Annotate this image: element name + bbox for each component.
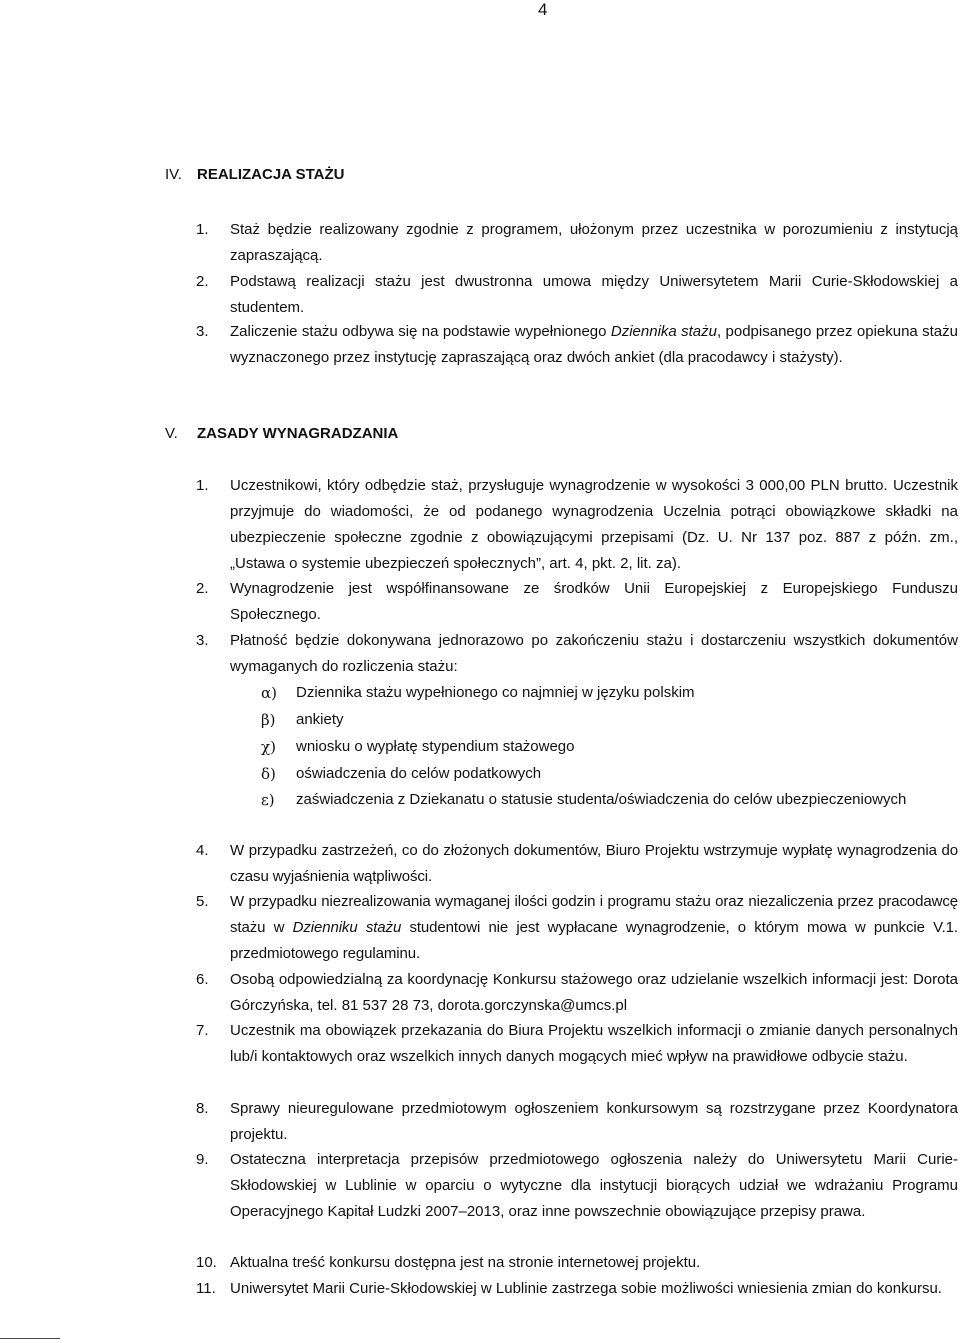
item-number: 7.: [196, 1022, 209, 1039]
item-number: 11.: [196, 1280, 216, 1297]
item-number: 4.: [196, 842, 209, 859]
item-number: 3.: [196, 323, 209, 340]
list-item: [196, 1250, 958, 1276]
section-title: ZASADY WYNAGRADZANIA: [197, 425, 399, 442]
item-number: 2.: [196, 273, 209, 290]
item-text-part: , podpisanego przez opiekuna stażu wyznaczonego przez instytucję zapraszającą oraz dwóch ankiet (dla pracodawcy i stażysty).: [230, 323, 958, 366]
footnote-separator: [0, 1338, 60, 1339]
section-title: REALIZACJA STAŻU: [197, 166, 345, 183]
document-text: wniosku o wypłatę stypendium stażowego: [296, 738, 575, 755]
item-text: Uczestnik ma obowiązek przekazania do Biura Projektu wszelkich informacji o zmianie danych personalnych lub/i kontaktowych oraz wszelkich innych danych mogących mieć wpływ na prawidłowe odbycie stażu.: [230, 1022, 958, 1065]
section-numeral: IV.: [165, 166, 182, 183]
list-item: [196, 628, 958, 680]
document-item: [261, 734, 958, 760]
item-text: Aktualna treść konkursu dostępna jest na stronie internetowej projektu.: [230, 1254, 701, 1271]
list-item: [196, 1276, 958, 1302]
page-number: 4: [538, 0, 548, 19]
item-text: Płatność będzie dokonywana jednorazowo po zakończeniu stażu i dostarczeniu wszystkich dokumentów wymaganych do rozliczenia stażu:: [230, 632, 958, 675]
item-text: Uniwersytet Marii Curie-Skłodowskiej w Lublinie zastrzega sobie możliwości wniesienia zmian do konkursu.: [230, 1280, 942, 1297]
document-marker: ε): [261, 791, 275, 809]
item-text-part: Zaliczenie stażu odbywa się na podstawie wypełnionego: [230, 323, 611, 340]
item-text: [230, 319, 958, 371]
item-text-part: W przypadku niezrealizowania wymaganej ilości godzin i programu stażu oraz niezaliczenia przez pracodawcę stażu w: [230, 893, 958, 936]
document-marker: β): [261, 711, 276, 729]
item-number: 5.: [196, 893, 209, 910]
document-text: zaświadczenia z Dziekanatu o statusie studenta/oświadczenia do celów ubezpieczeniowych: [296, 791, 907, 808]
section-heading-wynagradzania: [165, 425, 398, 442]
item-number: 8.: [196, 1100, 209, 1117]
item-text: Podstawą realizacji stażu jest dwustronna umowa między Uniwersytetem Marii Curie-Skłodowskiej a studentem.: [230, 273, 958, 316]
list-item: [196, 889, 958, 967]
list-item: [196, 1147, 958, 1225]
document-marker: α): [261, 684, 277, 702]
section-numeral: V.: [165, 425, 178, 442]
document-marker: χ): [261, 738, 276, 756]
section-heading-realizacja: [165, 166, 345, 183]
item-number: 1.: [196, 477, 209, 494]
item-number: 10.: [196, 1254, 217, 1271]
item-text-part: studentowi nie jest wypłacane wynagrodzenie, o którym mowa w punkcie V.1. przedmiotowego regulaminu.: [230, 919, 958, 962]
list-item: [196, 1096, 958, 1148]
list-item: [196, 967, 958, 1019]
item-text: W przypadku zastrzeżeń, co do złożonych dokumentów, Biuro Projektu wstrzymuje wypłatę wynagrodzenia do czasu wyjaśnienia wątpliwości.: [230, 842, 958, 885]
item-number: 9.: [196, 1151, 209, 1168]
item-text: Wynagrodzenie jest współfinansowane ze środków Unii Europejskiej z Europejskiego Funduszu Społecznego.: [230, 580, 958, 623]
document-item: [261, 787, 958, 813]
document-text: oświadczenia do celów podatkowych: [296, 765, 542, 782]
document-marker: δ): [261, 765, 276, 783]
document-item: [261, 707, 958, 733]
item-text-italic: Dzienniku stażu: [292, 919, 402, 936]
list-item: [196, 269, 958, 321]
document-item: [261, 680, 958, 706]
list-item: [196, 217, 958, 269]
document-text: ankiety: [296, 711, 344, 728]
item-text: Ostateczna interpretacja przepisów przedmiotowego ogłoszenia należy do Uniwersytetu Marii Curie-Skłodowskiej w Lublinie w oparciu o wytyczne dla instytucji biorących udział we wdrażaniu Programu Operacyjnego Kapitał Ludzki 2007–2013, oraz inne powszechnie obowiązujące przepisy prawa.: [230, 1151, 958, 1220]
item-text-italic: Dziennika stażu: [610, 323, 717, 340]
document-item: [261, 761, 958, 787]
item-text: Uczestnikowi, który odbędzie staż, przysługuje wynagrodzenie w wysokości 3 000,00 PLN brutto. Uczestnik przyjmuje do wiadomości, że od podanego wynagrodzenia Uczelnia potrąci obowiązkowe składki na ubezpieczenie społeczne zgodnie z obowiązującymi przepisami (Dz. U. Nr 137 poz. 887 z późn. zm., „Ustawa o systemie ubezpieczeń społecznych”, art. 4, pkt. 2, lit. za).: [230, 477, 958, 572]
item-number: 6.: [196, 971, 209, 988]
list-item: [196, 838, 958, 890]
item-number: 1.: [196, 221, 209, 238]
list-item: [196, 1018, 958, 1070]
document-text: Dziennika stażu wypełnionego co najmniej w języku polskim: [296, 684, 695, 701]
item-number: 2.: [196, 580, 209, 597]
item-text: Osobą odpowiedzialną za koordynację Konkursu stażowego oraz udzielanie wszelkich informacji jest: Dorota Górczyńska, tel. 81 537 28 73, dorota.gorczynska@umcs.pl: [230, 971, 958, 1014]
item-text: Sprawy nieuregulowane przedmiotowym ogłoszeniem konkursowym są rozstrzygane przez Koordynatora projektu.: [230, 1100, 958, 1143]
item-text: [230, 889, 958, 967]
list-item: [196, 576, 958, 628]
item-number: 3.: [196, 632, 209, 649]
list-item: [196, 319, 958, 371]
item-text: Staż będzie realizowany zgodnie z programem, ułożonym przez uczestnika w porozumieniu z instytucją zapraszającą.: [230, 221, 958, 264]
list-item: [196, 473, 958, 577]
